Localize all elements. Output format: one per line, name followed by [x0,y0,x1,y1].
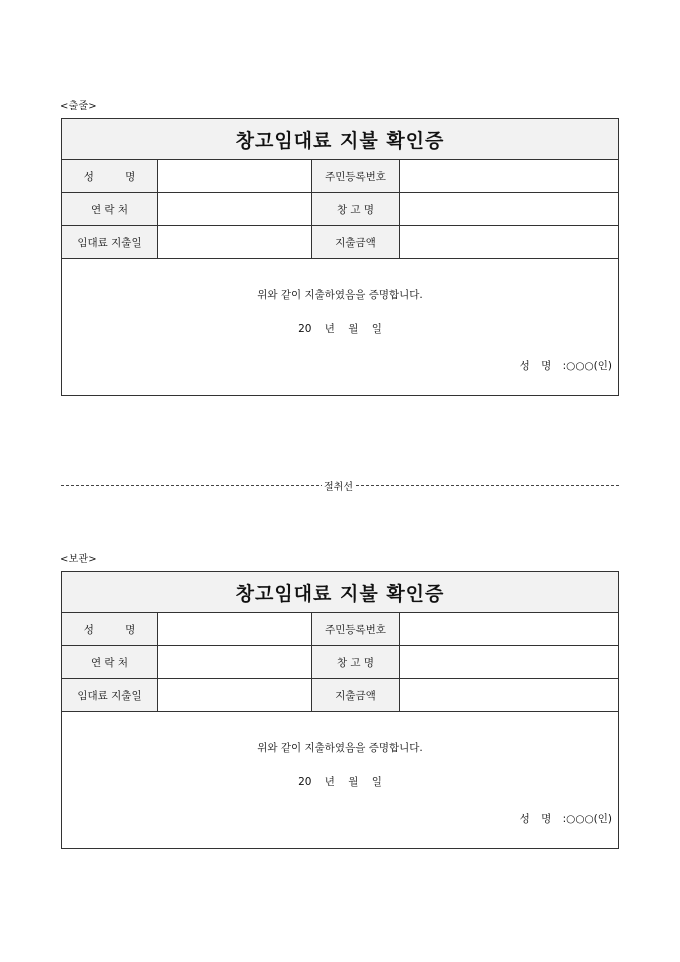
payment-amount-field[interactable] [400,226,618,258]
receipt-form-issue [61,118,619,396]
name-label: 성 명 [62,613,158,645]
resident-number-field[interactable] [400,613,618,645]
warehouse-name-field[interactable] [400,646,618,678]
certification-statement: 위와 같이 지출하였음을 증명합니다. [257,742,423,754]
contact-field[interactable] [158,646,312,678]
resident-number-field[interactable] [400,160,618,192]
signature-line: 성 명 :○○○(인) [519,813,612,825]
certification-area [62,259,618,395]
date-line: 20 년 월 일 [298,323,382,335]
date-line: 20 년 월 일 [298,776,382,788]
resident-number-label: 주민등록번호 [312,160,400,192]
form-row-payment [62,679,618,712]
section-label-keep: <보관> [60,554,97,565]
payment-date-label: 임대료 지출일 [62,679,158,711]
warehouse-name-field[interactable] [400,193,618,225]
warehouse-name-label: 창 고 명 [312,193,400,225]
certification-area [62,712,618,848]
section-label-issue: <출줄> [60,101,97,112]
contact-field[interactable] [158,193,312,225]
contact-label: 연 락 처 [62,193,158,225]
payment-amount-field[interactable] [400,679,618,711]
form-row-name [62,613,618,646]
payment-amount-label: 지출금액 [312,226,400,258]
form-row-contact [62,646,618,679]
payment-date-field[interactable] [158,226,312,258]
form-row-payment [62,226,618,259]
warehouse-name-label: 창 고 명 [312,646,400,678]
payment-date-field[interactable] [158,679,312,711]
certification-statement: 위와 같이 지출하였음을 증명합니다. [257,289,423,301]
name-field[interactable] [158,613,312,645]
contact-label: 연 락 처 [62,646,158,678]
cut-line-label: 절취선 [322,478,355,493]
name-field[interactable] [158,160,312,192]
signature-line: 성 명 :○○○(인) [519,360,612,372]
form-title: 창고임대료 지불 확인증 [62,119,618,160]
form-row-name [62,160,618,193]
form-title: 창고임대료 지불 확인증 [62,572,618,613]
payment-amount-label: 지출금액 [312,679,400,711]
payment-date-label: 임대료 지출일 [62,226,158,258]
name-label: 성 명 [62,160,158,192]
form-row-contact [62,193,618,226]
receipt-form-keep [61,571,619,849]
resident-number-label: 주민등록번호 [312,613,400,645]
